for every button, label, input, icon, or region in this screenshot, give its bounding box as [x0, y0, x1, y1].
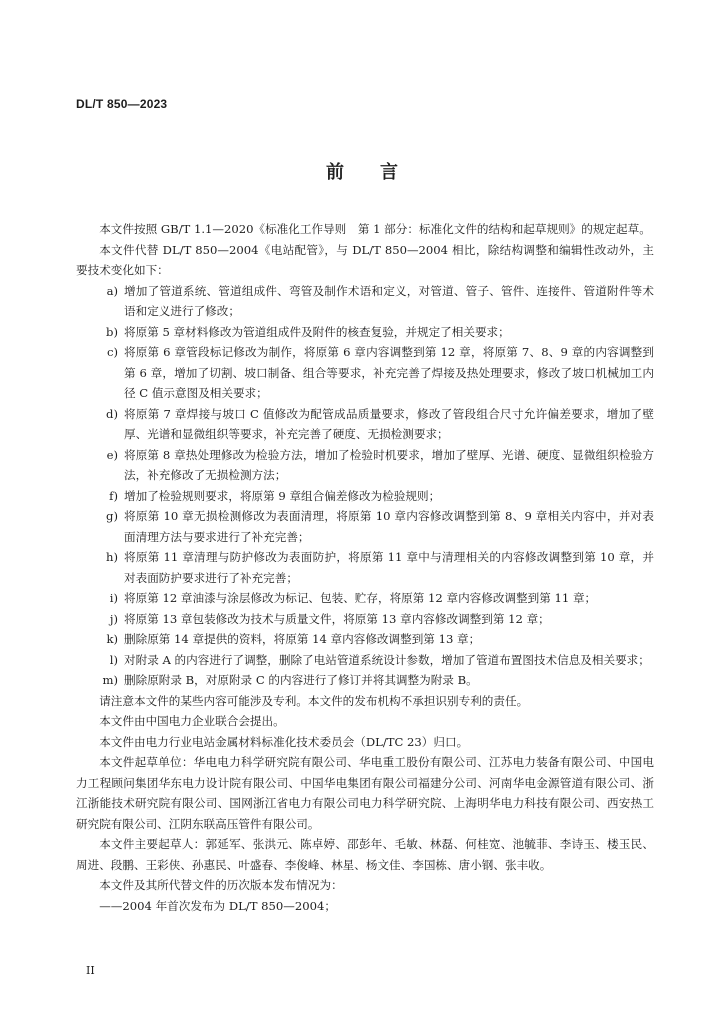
list-label: l) — [109, 652, 118, 667]
list-item — [76, 506, 654, 547]
list-label: i) — [109, 591, 118, 605]
paragraph: 本文件主要起草人：郭延军、张洪元、陈卓婷、邵彭年、毛敏、林磊、何桂宽、池毓菲、李诗玉、楼玉民、周进、段鹏、王彩侠、孙惠民、叶盛春、李俊峰、林星、杨文佳、李国栋、唐小钢、张丰收。 — [76, 837, 654, 872]
list-text: 删除原第 14 章提供的资料，将原第 14 章内容修改调整到第 13 章； — [124, 632, 481, 646]
paragraph: 本文件由中国电力企业联合会提出。 — [99, 714, 285, 728]
list-item — [76, 670, 654, 691]
list-item — [76, 588, 654, 609]
list-item — [76, 281, 654, 322]
paragraph: 本文件起草单位：华电电力科学研究院有限公司、华电重工股份有限公司、江苏电力装备有限公司、中国电力工程顾问集团华东电力设计院有限公司、中国华电集团有限公司福建分公司、河南华电金源管道有限公司、浙江浙能技术研究院有限公司、国网浙江省电力有限公司电力科学研究院、上海明华电力科技有限公司、西安热工研究院有限公司、江阴东联高压管件有限公司。 — [76, 755, 654, 831]
list-text: 对附录 A 的内容进行了调整，删除了电站管道系统设计参数，增加了管道布置图技术信息及相关要求； — [124, 652, 650, 667]
preface-body — [76, 219, 654, 916]
list-item — [76, 547, 654, 588]
paragraph: 本文件代替 DL/T 850—2004《电站配管》，与 DL/T 850—2004 相比，除结构调整和编辑性改动外，主要技术变化如下： — [76, 242, 654, 277]
list-text: 将原第 12 章油漆与涂层修改为标记、包装、贮存，将原第 12 章内容修改调整到第 11 章； — [124, 591, 597, 605]
list-item — [76, 322, 654, 343]
list-text: 将原第 6 章管段标记修改为制作，将原第 6 章内容调整到第 12 章，将原第 7、8、9 章的内容调整到第 6 章，增加了切割、坡口制备、组合等要求，补充完善了焊接及热处理要求，修改了坡口机械加工内径 C 值示意图及相关要求； — [124, 345, 654, 400]
page-title: 前言 — [326, 162, 434, 183]
paragraph: 本文件按照 GB/T 1.1—2020《标准化工作导则 第 1 部分：标准化文件的结构和起草规则》的规定起草。 — [99, 222, 651, 236]
list-item — [76, 342, 654, 404]
paragraph: 本文件由电力行业电站金属材料标准化技术委员会（DL/TC 23）归口。 — [99, 734, 469, 749]
list-label: a) — [106, 283, 118, 298]
list-text: 将原第 7 章焊接与坡口 C 值修改为配管成品质量要求，修改了管段组合尺寸允许偏差要求，增加了壁厚、光谱和显微组织等要求，补充完善了硬度、无损检测要求； — [124, 406, 654, 441]
list-label: m) — [102, 673, 118, 687]
list-text: 增加了检验规则要求，将原第 9 章组合偏差修改为检验规则； — [124, 488, 441, 503]
list-label: g) — [106, 509, 118, 523]
list-text: 删除原附录 B，对原附录 C 的内容进行了修订并将其调整为附录 B。 — [124, 673, 478, 687]
document-code: DL/T 850—2023 — [76, 97, 168, 111]
list-label: h) — [106, 550, 118, 564]
list-text: 增加了管道系统、管道组成件、弯管及制作术语和定义，对管道、管子、管件、连接件、管道附件等术语和定义进行了修改； — [124, 283, 654, 318]
list-item — [76, 404, 654, 445]
list-item — [76, 629, 654, 650]
page-number: II — [86, 964, 95, 977]
list-text: 将原第 5 章材料修改为管道组成件及附件的核查复验，并规定了相关要求； — [124, 324, 510, 339]
list-label: f) — [109, 488, 118, 503]
list-text: 将原第 10 章无损检测修改为表面清理，将原第 10 章内容修改调整到第 8、9 章相关内容中，并对表面清理方法与要求进行了补充完善； — [124, 509, 654, 544]
paragraph: 请注意本文件的某些内容可能涉及专利。本文件的发布机构不承担识别专利的责任。 — [99, 693, 529, 708]
list-label: e) — [106, 447, 118, 462]
paragraph: ——2004 年首次发布为 DL/T 850—2004； — [99, 898, 336, 913]
change-list — [76, 281, 654, 691]
list-item — [76, 445, 654, 486]
list-item — [76, 486, 654, 507]
paragraph: 本文件及其所代替文件的历次版本发布情况为： — [99, 878, 343, 892]
list-item — [76, 609, 654, 630]
list-label: j) — [109, 611, 118, 626]
list-label: d) — [106, 406, 118, 421]
list-label: b) — [106, 324, 118, 339]
list-label: k) — [106, 632, 118, 646]
list-text: 将原第 11 章清理与防护修改为表面防护，将原第 11 章中与清理相关的内容修改调整到第 10 章，并对表面防护要求进行了补充完善； — [124, 550, 654, 585]
list-text: 将原第 13 章包装修改为技术与质量文件，将原第 13 章内容修改调整到第 12 章； — [124, 611, 550, 626]
list-text: 将原第 8 章热处理修改为检验方法，增加了检验时机要求，增加了壁厚、光谱、硬度、显微组织检验方法，补充修改了无损检测方法； — [124, 447, 654, 482]
list-item — [76, 650, 654, 671]
list-label: c) — [106, 345, 118, 359]
